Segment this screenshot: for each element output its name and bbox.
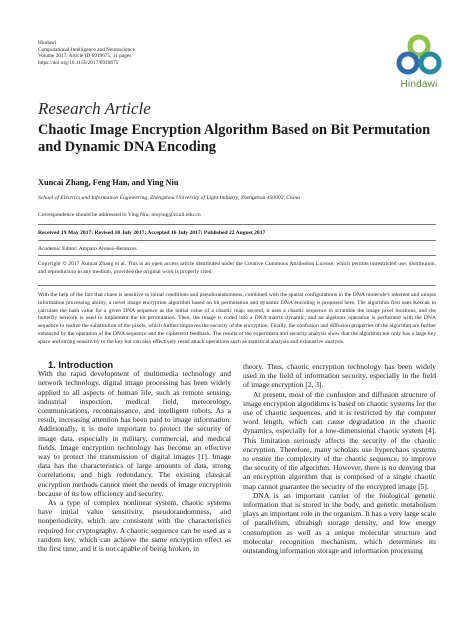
divider (38, 255, 436, 256)
section-heading: 1. Introduction (48, 359, 114, 370)
correspondence: Correspondence should be addressed to Ying Niu; niuying@zzuli.edu.cn (38, 212, 201, 218)
authors: Xuncai Zhang, Feng Han, and Ying Niu (38, 178, 179, 187)
publication-dates: Received 19 May 2017; Revised 10 July 2017; Accepted 16 July 2017; Published 22 August 2017 (38, 230, 266, 236)
right-column (243, 362, 436, 555)
journal-full-name: Computational Intelligence and Neuroscience (38, 46, 135, 53)
abstract: With the help of the fact that chaos is sensitive to initial conditions and pseudorandomness, combined with the spatial configurations in the DNA molecule's inherent and unique information processing ability, a novel image encryption algorithm based on bit permutation and dynamic DNA encoding is proposed here. The algorithm first uses Keccak to calculate the hash value for a given DNA sequence as the initial value of a chaotic map; second, it uses a chaotic sequence to scramble the image pixel locations, and the butterfly network is used to implement the bit permutation. Then, the image is coded into a DNA matrix dynamic, and an algebraic operation is performed with the DNA sequence to realize the substitution of the pixels, which further improves the security of the encryption. Finally, the confusion and diffusion properties of the algorithm are further enhanced by the operation of the DNA sequence and the ciphertext feedback. The results of the experiment and security analysis show that the algorithm not only has a large key space and strong sensitivity to the key but can also effectively resist attack operations such as statistical analysis and exhaustive analysis. (38, 292, 436, 345)
divider (38, 224, 436, 225)
affiliation: School of Electrics and Information Engineering, Zhengzhou University of Light Industry, Zhengzhou 450002, China (38, 195, 300, 201)
paragraph: With the rapid development of multimedia technology and network technology, digital image processing has been widely applied to all aspects of human life, such as remote sensing, industrial inspection, medical field, meteorology, communications, reconnaissance, and intelligent robots. As a result, increasing attention has been paid to image information. Additionally, it is more important to protect the security of image data, especially in military, commercial, and medical fields. Image encryption technology has become an effective way to protect the transmission of digital images [1]. Image data has the characteristics of large amounts of data, strong correlations, and high redundancy. The existing classical encryption methods cannot meet the needs of image encryption because of its low efficiency and security. (38, 369, 231, 498)
paragraph: As a type of complex nonlinear system, chaotic systems have initial value sensitivity, pseudorandomness, and nonperiodicity, which are consistent with the characteristics required for cryptography. A chaotic sequence can be used as a random key, which can achieve the same encryption effect as the first time, and it is not capable of being broken, in (38, 498, 231, 554)
divider (38, 285, 436, 286)
article-type: Research Article (38, 99, 151, 118)
publisher-logo-text: Hindawi (400, 79, 438, 90)
copyright-notice: Copyright © 2017 Xuncai Zhang et al. This is an open access article distributed under the Creative Commons Attribution License, which permits unrestricted use, distribution, and reproduction in any medium, provided the original work is properly cited. (38, 261, 436, 275)
paragraph: theory. Thus, chaotic encryption technology has been widely used in the field of information security, especially in the field of image encryption [2, 3]. (243, 362, 436, 390)
journal-metadata (38, 40, 135, 66)
academic-editor: Academic Editor: Amparo Alonso-Betanzos (38, 246, 137, 252)
hindawi-logo-icon (395, 33, 443, 81)
journal-name: Hindawi (38, 40, 57, 46)
doi-link[interactable]: https://doi.org/10.1155/2017/6919675 (38, 59, 119, 66)
left-column (38, 360, 231, 553)
divider (38, 240, 436, 241)
volume-line: Volume 2017, Article ID 6919675, 11 pages (38, 53, 132, 60)
paragraph: At present, most of the confusion and diffusion structure of image encryption algorithms is based on chaotic systems for the use of chaotic sequences, and it is restricted by the computer word length, which can cause degradation in the chaotic dynamics, especially for a low-dimensional chaotic system [4]. This limitation seriously affects the security of the chaotic encryption. Therefore, many scholars use hyperchaos systems to ensure the complexity of the chaotic sequence, to improve the security of the algorithm. However, there is no denying that an encryption algorithm that is composed of a single chaotic map cannot guarantee the security of the encrypted image [5]. (243, 389, 436, 491)
article-title: Chaotic Image Encryption Algorithm Based on Bit Permutation and Dynamic DNA Encoding (38, 122, 431, 155)
paragraph: DNA is an important carrier of the biological genetic information that is stored in the body, and genetic metabolism plays an important role in the organism. It has a very large scale of parallelism, ultrahigh storage density, and low energy consumption as well as a unique molecular structure and molecular recognition mechanism, which determines its outstanding information storage and information processing (243, 490, 436, 556)
